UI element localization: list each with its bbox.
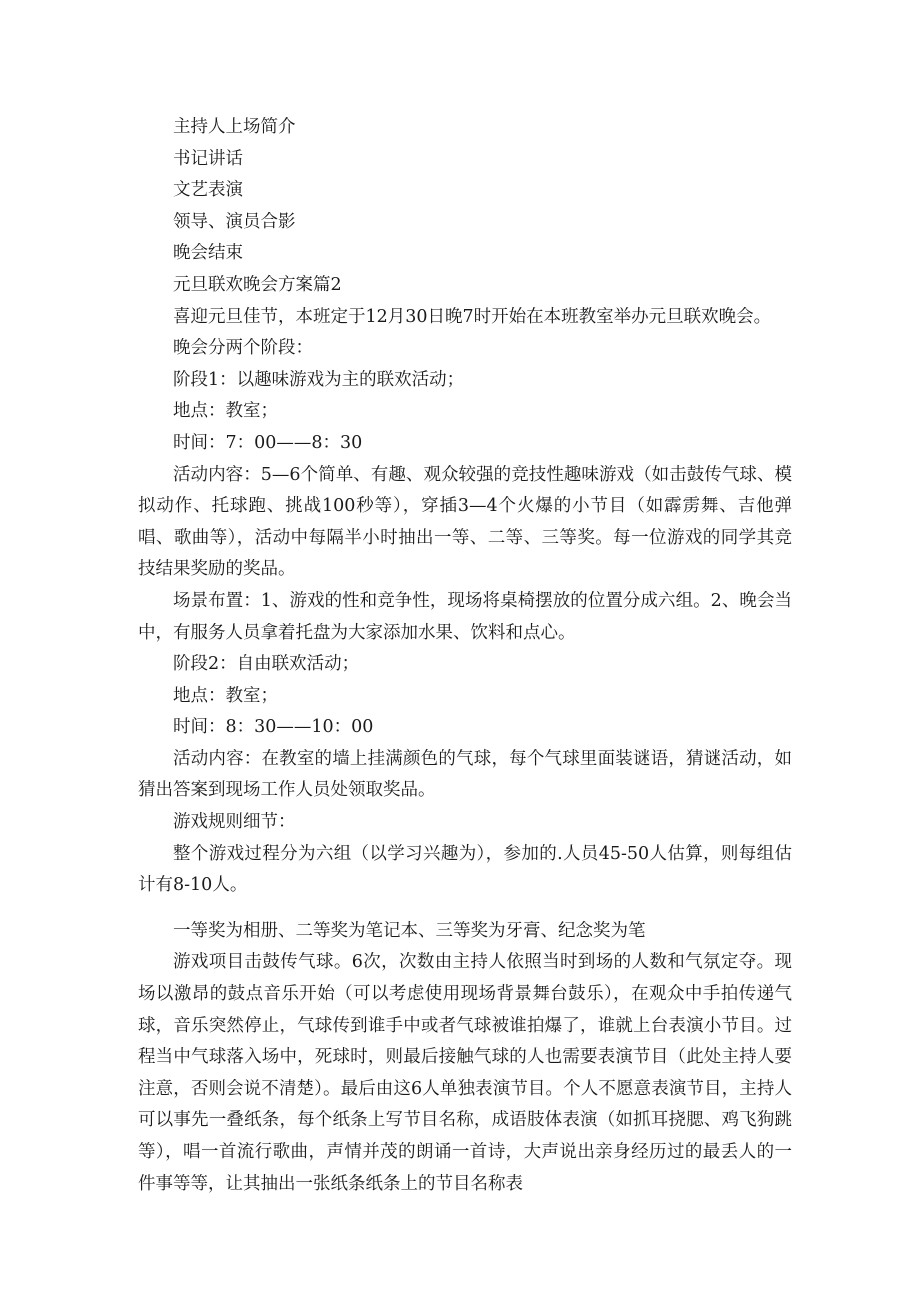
paragraph-prizes: 一等奖为相册、二等奖为笔记本、三等奖为牙膏、纪念奖为笔 (173, 920, 646, 941)
paragraph-gap (138, 902, 792, 916)
paragraph-stage-2: 阶段2：自由联欢活动； (173, 654, 360, 675)
paragraph-location-2: 地点：教室； (173, 685, 278, 706)
paragraph-group-photo: 领导、演员合影 (173, 211, 296, 232)
paragraph-secretary-speech: 书记讲话 (173, 148, 243, 169)
paragraph-groups: 整个游戏过程分为六组（以学习兴趣为），参加的.人员45-50人估算，则每组估计有8-10人。 (138, 843, 792, 896)
paragraph-content-1: 活动内容：5—6个简单、有趣、观众较强的竞技性趣味游戏（如击鼓传气球、模拟动作、托球跑、挑战100秒等），穿插3—4个火爆的小节目（如霹雳舞、吉他弹唱、歌曲等），活动中每隔半小时抽出一等、二等、三等奖。每一位游戏的同学其竞技结果奖励的奖品。 (138, 464, 792, 580)
paragraph-host-intro: 主持人上场简介 (173, 117, 296, 137)
paragraph-stage-1: 阶段1：以趣味游戏为主的联欢活动； (173, 369, 465, 390)
paragraph-scene-setup: 场景布置：1、游戏的性和竞争性，现场将桌椅摆放的位置分成六组。2、晚会当中，有服务人员拿着托盘为大家添加水果、饮料和点心。 (138, 590, 792, 643)
paragraph-party-end: 晚会结束 (173, 243, 243, 264)
paragraph-rules-heading: 游戏规则细节： (173, 812, 296, 833)
section-heading: 元旦联欢晚会方案篇2 (173, 274, 342, 295)
paragraph-performance: 文艺表演 (173, 180, 243, 201)
paragraph-two-stages: 晚会分两个阶段： (173, 338, 313, 359)
paragraph-game-details: 游戏项目击鼓传气球。6次，次数由主持人依照当时到场的人数和气氛定夺。现场以激昂的鼓点音乐开始（可以考虑使用现场背景舞台鼓乐），在观众中手拍传递气球，音乐突然停止，气球传到谁手中或者气球被谁拍爆了，谁就上台表演小节目。过程当中气球落入场中，死球时，则最后接触气球的人也需要表演节目（此处主持人要注意，否则会说不清楚）。最后由这6人单独表演节目。个人不愿意表演节目，主持人可以事先一叠纸条，每个纸条上写节目名称，成语肢体表演（如抓耳挠腮、鸡飞狗跳等），唱一首流行歌曲，声情并茂的朗诵一首诗，大声说出亲身经历过的最丢人的一件事等等，让其抽出一张纸条纸条上的节目名称表 (138, 952, 792, 1194)
paragraph-announcement: 喜迎元旦佳节，本班定于12月30日晚7时开始在本班教室举办元旦联欢晚会。 (173, 306, 772, 327)
paragraph-time-1: 时间：7：00——8：30 (173, 432, 363, 453)
paragraph-time-2: 时间：8：30——10：00 (173, 717, 374, 738)
document-body (138, 112, 792, 1272)
paragraph-content-2: 活动内容：在教室的墙上挂满颜色的气球，每个气球里面装谜语，猜谜活动，如猜出答案到现场工作人员处领取奖品。 (138, 748, 792, 801)
paragraph-location-1: 地点：教室； (173, 401, 278, 422)
